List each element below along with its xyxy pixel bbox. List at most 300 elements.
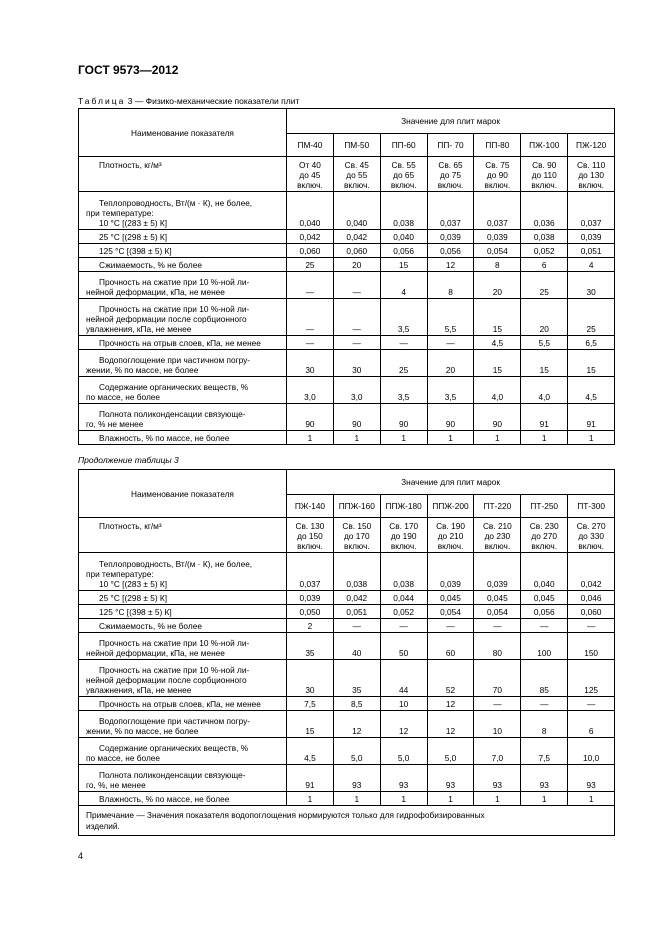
- table-cell: 0,039: [287, 591, 334, 605]
- row-label-line: го, %, не менее: [86, 780, 146, 790]
- table-cell: 30: [287, 660, 334, 697]
- table-cell: 20: [521, 299, 568, 336]
- row-label-line: Прочность на отрыв слоев, кПа, не менее: [99, 338, 261, 348]
- table-cell: 0,036: [521, 192, 568, 230]
- caption-label: Таблица: [78, 96, 126, 106]
- cell-line: до 45: [299, 170, 321, 180]
- table-cell: 44: [380, 660, 427, 697]
- table-cell: 30: [568, 272, 615, 299]
- table-caption: [78, 96, 299, 106]
- row-label-line: Плотность, кг/м³: [99, 160, 162, 170]
- row-label-line: Теплопроводность, Вт/(м · К), не более,: [99, 559, 253, 569]
- row-label-line: Водопоглощение при частичном погру-: [99, 716, 251, 726]
- table-cell: 3,5: [380, 377, 427, 404]
- cell-line: Св. 150: [342, 521, 372, 531]
- table-cell: 50: [380, 633, 427, 660]
- table-row: [79, 244, 615, 258]
- table-cell: [333, 157, 380, 192]
- row-label-line: Прочность на сжатие при 10 %-ной ли-: [99, 304, 250, 314]
- column-header-name: Наименование показателя: [79, 109, 287, 157]
- row-label: [79, 404, 287, 431]
- table-cell: —: [287, 336, 334, 350]
- table-cell: 5,5: [521, 336, 568, 350]
- table-cell: 35: [333, 660, 380, 697]
- table-cell: 10: [474, 711, 521, 738]
- table-cell: 0,037: [568, 192, 615, 230]
- table-row: [79, 157, 615, 192]
- table-cell: 125: [568, 660, 615, 697]
- table-cell: 100: [521, 633, 568, 660]
- cell-line: включ.: [484, 541, 511, 551]
- table-cell: 0,051: [568, 244, 615, 258]
- table-cell: [333, 518, 380, 553]
- cell-line: до 110: [531, 170, 557, 180]
- row-label: [79, 244, 287, 258]
- table-cell: —: [333, 299, 380, 336]
- cell-line: включ.: [484, 180, 511, 190]
- table-row: [79, 765, 615, 792]
- row-label: [79, 336, 287, 350]
- table-row: [79, 518, 615, 553]
- table-cell: 6,5: [568, 336, 615, 350]
- row-label-line: Влажность, % по массе, не более: [99, 794, 230, 804]
- table-row: [79, 404, 615, 431]
- table-cell: 0,038: [521, 230, 568, 244]
- table-cell: 3,0: [287, 377, 334, 404]
- row-label-line: Содержание органических веществ, %: [99, 382, 249, 392]
- cell-line: включ.: [343, 541, 370, 551]
- cell-line: включ.: [437, 541, 464, 551]
- table-row: [79, 272, 615, 299]
- table-cell: 30: [333, 350, 380, 377]
- column-header-grade: ППЖ-180: [380, 495, 427, 518]
- table-row: [79, 605, 615, 619]
- table-cell: 1: [333, 792, 380, 806]
- document-title: ГОСТ 9573—2012: [78, 63, 179, 77]
- row-label: [79, 619, 287, 633]
- page-number: 4: [78, 851, 84, 861]
- table-cell: 150: [568, 633, 615, 660]
- table-cell: 15: [521, 350, 568, 377]
- table-cell: 0,044: [380, 591, 427, 605]
- table-cell: 0,052: [380, 605, 427, 619]
- row-label-line: Сжимаемость, % не более: [99, 260, 202, 270]
- row-label-line: увлажнения, кПа, не менее: [86, 685, 192, 695]
- table-row: [79, 792, 615, 806]
- table-row: [79, 697, 615, 711]
- cell-line: включ.: [531, 180, 558, 190]
- table-row: [79, 660, 615, 697]
- cell-line: включ.: [390, 541, 417, 551]
- table-cell: —: [333, 272, 380, 299]
- table-cell: 12: [427, 711, 474, 738]
- table-cell: 90: [380, 404, 427, 431]
- row-label-line: Содержание органических веществ, %: [99, 743, 249, 753]
- column-header-group: Значение для плит марок: [287, 470, 615, 495]
- table-cell: 1: [287, 431, 334, 445]
- table-cell: 7,5: [287, 697, 334, 711]
- table-cell: 0,037: [287, 553, 334, 591]
- row-label-line: 10 °С [(283 ± 5) К]: [99, 579, 168, 589]
- row-label-line: Прочность на сжатие при 10 %-ной ли-: [99, 665, 250, 675]
- table-cell: 20: [427, 350, 474, 377]
- cell-line: до 130: [578, 170, 604, 180]
- row-label-line: го, % не менее: [86, 419, 144, 429]
- cell-line: Св. 110: [577, 160, 606, 170]
- column-header-grade: ПМ-50: [333, 134, 380, 157]
- table-cell: 0,046: [568, 591, 615, 605]
- table-cell: —: [568, 697, 615, 711]
- column-header-grade: ПТ-220: [474, 495, 521, 518]
- table-cell: 12: [380, 711, 427, 738]
- table-cell: 10,0: [568, 738, 615, 765]
- cell-line: включ.: [437, 180, 464, 190]
- table-cell: [521, 157, 568, 192]
- row-label: [79, 518, 287, 553]
- cell-line: Св. 230: [529, 521, 559, 531]
- row-label: [79, 192, 287, 230]
- table-cell: [287, 157, 334, 192]
- table-note: [79, 806, 615, 836]
- row-label: [79, 605, 287, 619]
- table-cell: —: [287, 272, 334, 299]
- table-cell: —: [380, 619, 427, 633]
- row-label: [79, 738, 287, 765]
- row-label-line: 25 °С [(298 ± 5) К]: [99, 593, 168, 603]
- column-header-grade: ПТ-300: [568, 495, 615, 518]
- table-cell: 15: [568, 350, 615, 377]
- column-header-grade: ППЖ-160: [333, 495, 380, 518]
- table-cell: 0,042: [568, 553, 615, 591]
- table-row: [79, 230, 615, 244]
- table-cell: 4,0: [521, 377, 568, 404]
- row-label-line: Плотность, кг/м³: [99, 521, 162, 531]
- row-label-line: Полнота поликонденсации связующе-: [99, 770, 246, 780]
- table-cell: 4: [380, 272, 427, 299]
- table-cell: [427, 157, 474, 192]
- table-cell: 6: [521, 258, 568, 272]
- table-cell: 0,039: [427, 230, 474, 244]
- table-cell: 7,0: [474, 738, 521, 765]
- table-cell: 5,0: [333, 738, 380, 765]
- table-row: [79, 192, 615, 230]
- table-cell: 0,039: [568, 230, 615, 244]
- table-cell: 0,050: [287, 605, 334, 619]
- row-label: [79, 633, 287, 660]
- row-label-line: нейной деформации после сорбционного: [86, 675, 247, 685]
- cell-line: включ.: [578, 180, 604, 190]
- table-cell: 85: [521, 660, 568, 697]
- table-row: [79, 258, 615, 272]
- table-cell: —: [333, 336, 380, 350]
- table-row: [79, 619, 615, 633]
- table-cell: 12: [427, 697, 474, 711]
- table-cell: —: [427, 336, 474, 350]
- table-cell: —: [521, 697, 568, 711]
- header-row: [79, 470, 615, 495]
- table-cell: 90: [287, 404, 334, 431]
- table-cell: [380, 157, 427, 192]
- table-cell: 1: [521, 792, 568, 806]
- row-label: [79, 431, 287, 445]
- table-cell: 0,056: [380, 244, 427, 258]
- row-label-line: Влажность, % по массе, не более: [99, 433, 230, 443]
- table-cell: 0,045: [521, 591, 568, 605]
- table-cell: 0,042: [333, 230, 380, 244]
- column-header-name: Наименование показателя: [79, 470, 287, 518]
- table-cell: 90: [427, 404, 474, 431]
- row-label-line: 125 °С [(398 ± 5) К]: [99, 246, 172, 256]
- table-cell: 0,051: [333, 605, 380, 619]
- row-label: [79, 697, 287, 711]
- table-cell: 1: [287, 792, 334, 806]
- cell-line: до 65: [393, 170, 415, 180]
- column-header-group: Значение для плит марок: [287, 109, 615, 134]
- cell-line: Св. 65: [438, 160, 463, 170]
- row-label-line: Сжимаемость, % не более: [99, 621, 202, 631]
- cell-line: Св. 210: [482, 521, 512, 531]
- row-label-line: жении, % по массе, не более: [86, 726, 199, 736]
- row-label: [79, 157, 287, 192]
- row-label-line: нейной деформации, кПа, не менее: [86, 287, 225, 297]
- table-cell: 0,060: [568, 605, 615, 619]
- cell-line: включ.: [343, 180, 370, 190]
- row-label-line: Прочность на сжатие при 10 %-ной ли-: [99, 277, 250, 287]
- table-cell: 1: [380, 792, 427, 806]
- table-cell: 1: [474, 792, 521, 806]
- table-cell: —: [474, 697, 521, 711]
- table-cell: 20: [333, 258, 380, 272]
- row-label: [79, 299, 287, 336]
- properties-table: [78, 108, 615, 445]
- cell-line: Св. 170: [389, 521, 419, 531]
- row-label-line: Полнота поликонденсации связующе-: [99, 409, 246, 419]
- row-label: [79, 660, 287, 697]
- table-cell: 4,0: [474, 377, 521, 404]
- row-label-line: нейной деформации после сорбционного: [86, 314, 247, 324]
- row-label: [79, 591, 287, 605]
- table-cell: 4,5: [568, 377, 615, 404]
- cell-line: Св. 55: [391, 160, 416, 170]
- table-row: [79, 299, 615, 336]
- table-cell: 25: [521, 272, 568, 299]
- table-cell: 0,037: [474, 192, 521, 230]
- table-cell: 0,045: [427, 591, 474, 605]
- table-cell: [474, 518, 521, 553]
- table-cell: 8: [427, 272, 474, 299]
- cell-line: Св. 190: [436, 521, 465, 531]
- table-cell: 90: [333, 404, 380, 431]
- table-cell: 8: [474, 258, 521, 272]
- table-cell: 0,054: [474, 244, 521, 258]
- row-label-line: 125 °С [(398 ± 5) К]: [99, 607, 172, 617]
- table-row: [79, 553, 615, 591]
- table-cell: 0,052: [521, 244, 568, 258]
- row-label-line: Водопоглощение при частичном погру-: [99, 355, 251, 365]
- table-cell: 5,5: [427, 299, 474, 336]
- table-cell: 15: [380, 258, 427, 272]
- cell-line: до 90: [486, 170, 508, 180]
- row-label-line: Теплопроводность, Вт/(м · К), не более,: [99, 198, 253, 208]
- table-cell: 93: [568, 765, 615, 792]
- table-cell: [568, 518, 615, 553]
- cell-line: до 230: [484, 531, 511, 541]
- table-cell: 0,038: [380, 553, 427, 591]
- table-continuation-caption: Продолжение таблицы 3: [78, 455, 179, 465]
- table-cell: 5,0: [380, 738, 427, 765]
- table-cell: 0,042: [333, 591, 380, 605]
- table-cell: —: [521, 619, 568, 633]
- table-cell: 25: [568, 299, 615, 336]
- table-cell: 0,039: [474, 230, 521, 244]
- note-line: изделий.: [86, 821, 120, 831]
- table-cell: 4,5: [287, 738, 334, 765]
- table-cell: 91: [287, 765, 334, 792]
- note-line: Примечание — Значения показателя водопоглощения нормируются только для гидрофобизированных: [86, 810, 485, 820]
- header-row: [79, 109, 615, 134]
- column-header-grade: ПМ-40: [287, 134, 334, 157]
- table-cell: 0,060: [287, 244, 334, 258]
- cell-line: Св. 270: [576, 521, 606, 531]
- table-cell: 40: [333, 633, 380, 660]
- table-cell: —: [287, 299, 334, 336]
- table-cell: 0,040: [521, 553, 568, 591]
- table-cell: 93: [427, 765, 474, 792]
- cell-line: Св. 45: [344, 160, 369, 170]
- table-cell: 93: [474, 765, 521, 792]
- table-cell: 7,5: [521, 738, 568, 765]
- table-cell: 3,0: [333, 377, 380, 404]
- row-label-line: увлажнения, кПа, не менее: [86, 324, 192, 334]
- table-cell: 5,0: [427, 738, 474, 765]
- table-cell: [287, 518, 334, 553]
- row-label-line: 25 °С [(298 ± 5) К]: [99, 232, 168, 242]
- cell-line: включ.: [297, 180, 323, 190]
- table-cell: 1: [568, 792, 615, 806]
- row-label: [79, 765, 287, 792]
- table-cell: 4: [568, 258, 615, 272]
- column-header-grade: ПЖ-100: [521, 134, 568, 157]
- table-cell: 0,056: [521, 605, 568, 619]
- cell-line: до 150: [297, 531, 323, 541]
- table-row: [79, 633, 615, 660]
- table-cell: 12: [427, 258, 474, 272]
- column-header-grade: ППЖ-200: [427, 495, 474, 518]
- table-cell: 70: [474, 660, 521, 697]
- table-cell: 91: [521, 404, 568, 431]
- row-label-line: жении, % по массе, не более: [86, 365, 199, 375]
- table-cell: 0,056: [427, 244, 474, 258]
- table-row: [79, 336, 615, 350]
- table-cell: 0,040: [380, 230, 427, 244]
- table-cell: 4,5: [474, 336, 521, 350]
- row-label: [79, 377, 287, 404]
- table-cell: 1: [333, 431, 380, 445]
- table-cell: [427, 518, 474, 553]
- cell-line: до 170: [343, 531, 370, 541]
- cell-line: до 55: [346, 170, 368, 180]
- table-cell: 8: [521, 711, 568, 738]
- table-row: [79, 377, 615, 404]
- table-cell: 0,040: [333, 192, 380, 230]
- column-header-grade: ПЖ-120: [568, 134, 615, 157]
- cell-line: Св. 75: [485, 160, 510, 170]
- column-header-grade: ПЖ-140: [287, 495, 334, 518]
- table-cell: 35: [287, 633, 334, 660]
- table-row: [79, 431, 615, 445]
- row-label-line: по массе, не более: [86, 753, 161, 763]
- table-cell: 60: [427, 633, 474, 660]
- table-cell: 2: [287, 619, 334, 633]
- cell-line: Св. 130: [295, 521, 325, 531]
- row-label-line: 10 °С [(283 ± 5) К]: [99, 218, 168, 228]
- row-label: [79, 350, 287, 377]
- table-cell: 0,039: [474, 553, 521, 591]
- table-cell: 0,054: [474, 605, 521, 619]
- table-cell: —: [380, 336, 427, 350]
- table-cell: 15: [474, 299, 521, 336]
- cell-line: до 330: [578, 531, 604, 541]
- row-label: [79, 272, 287, 299]
- cell-line: От 40: [299, 160, 321, 170]
- row-label: [79, 711, 287, 738]
- table-cell: 6: [568, 711, 615, 738]
- table-row: [79, 591, 615, 605]
- cell-line: до 75: [440, 170, 461, 180]
- table-cell: 25: [287, 258, 334, 272]
- cell-line: включ.: [531, 541, 558, 551]
- row-label: [79, 792, 287, 806]
- table-cell: 1: [427, 792, 474, 806]
- table-cell: [474, 157, 521, 192]
- table-cell: 12: [333, 711, 380, 738]
- table-cell: 15: [287, 711, 334, 738]
- table-cell: 0,060: [333, 244, 380, 258]
- table-row: [79, 711, 615, 738]
- table-cell: —: [568, 619, 615, 633]
- row-label-line: нейной деформации, кПа, не менее: [86, 648, 225, 658]
- row-label: [79, 230, 287, 244]
- table-cell: 80: [474, 633, 521, 660]
- column-header-grade: ПП- 70: [427, 134, 474, 157]
- table-cell: 1: [568, 431, 615, 445]
- table-cell: 8,5: [333, 697, 380, 711]
- table-cell: 1: [380, 431, 427, 445]
- table-cell: 0,045: [474, 591, 521, 605]
- table-cell: [521, 518, 568, 553]
- caption-text: 3 — Физико-механические показатели плит: [125, 96, 300, 106]
- table-row: [79, 350, 615, 377]
- cell-line: до 190: [390, 531, 417, 541]
- column-header-grade: ПП-80: [474, 134, 521, 157]
- table-cell: 1: [427, 431, 474, 445]
- table-cell: 0,040: [287, 192, 334, 230]
- note-row: [79, 806, 615, 836]
- cell-line: Св. 90: [532, 160, 557, 170]
- table-row: [79, 738, 615, 765]
- row-label-line: Прочность на сжатие при 10 %-ной ли-: [99, 638, 250, 648]
- table-cell: 10: [380, 697, 427, 711]
- table-cell: 90: [474, 404, 521, 431]
- table-cell: 1: [521, 431, 568, 445]
- table-cell: 52: [427, 660, 474, 697]
- table-cell: 0,042: [287, 230, 334, 244]
- properties-table-continued: [78, 469, 615, 836]
- table-cell: 0,039: [427, 553, 474, 591]
- table-cell: 93: [333, 765, 380, 792]
- row-label-line: при температуре:: [86, 569, 154, 579]
- table-cell: [380, 518, 427, 553]
